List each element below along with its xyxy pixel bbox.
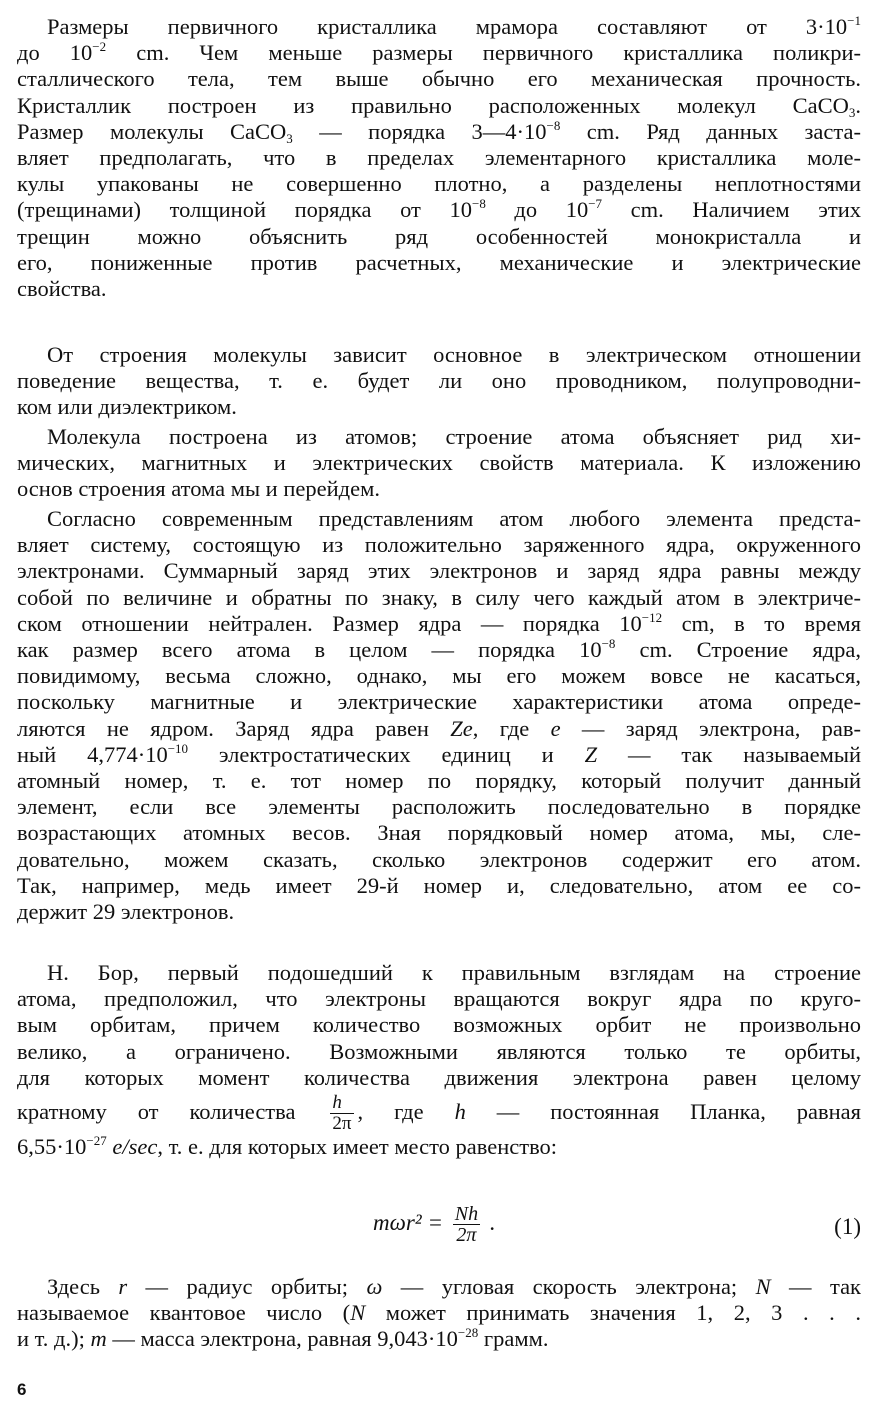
text-line: вляет предполагать, что в пределах элементарного кристаллика моле- <box>17 145 861 171</box>
text-line: вляет систему, состоящую из положительно заряженного ядра, окруженного <box>17 532 861 558</box>
equation-lhs: mωr² <box>373 1209 422 1235</box>
equation-fraction <box>453 1204 480 1245</box>
text-line: трещин можно объяснить ряд особенностей монокристалла и <box>17 223 861 249</box>
text-line: кратному от количества $\frac{h}{2\pi}$ , где h — постоянная Планка, равная <box>17 1092 862 1135</box>
text-line: и т. д.); m — масса электрона, равная $9,043\cdot 10^{-28}$ грамм. <box>17 1325 549 1352</box>
text-line: вым орбитам, причем количество возможных орбит не произвольно <box>17 1012 861 1038</box>
text-line: мических, магнитных и электрических свойств материала. К изложению <box>17 450 861 476</box>
text-line: велико, а ограничено. Возможными являются только те орбиты, <box>17 1038 861 1064</box>
text-line: собой по величине и обратны по знаку, в силу чего каждый атом в электриче- <box>17 584 861 610</box>
text-line: (трещинами) толщиной порядка от $10^{-8}$ до $10^{-7}$ cm. Наличием этих <box>17 196 861 223</box>
text-line: Согласно современным представлениям атом любого элемента предста- <box>47 506 861 531</box>
text-line: Размер молекулы CaCO$_3$ — порядка $3—4\cdot 10^{-8}$ cm. Ряд данных заста- <box>17 117 861 146</box>
text-line: Молекула построена из атомов; строение атома объясняет рид хи- <box>47 424 861 449</box>
text-line: Кристаллик построен из правильно расположенных молекул CaCO$_3$. <box>17 92 861 120</box>
page-number: 6 <box>17 1380 27 1399</box>
text-line: ный $4,774\cdot 10^{-10}$ электростатических единиц и Z — так называемый <box>17 740 861 767</box>
equation-number: (1) <box>834 1214 861 1239</box>
paragraph-bohr <box>17 960 861 1161</box>
text-line: электронами. Суммарный заряд этих электронов и заряд ядра равны между <box>17 558 861 584</box>
text-line: атомный номер, т. е. тот номер по порядку, который получит данный <box>17 768 861 794</box>
equation-numerator: Nh <box>454 1203 479 1225</box>
text-line: ском отношении нейтрален. Размер ядра — порядка $10^{-12}$ cm, в то время <box>17 609 861 636</box>
text-line: Здесь r — радиус орбиты; ω — угловая скорость электрона; N — так <box>47 1274 861 1299</box>
text-line: до $10^{-2}$ cm. Чем меньше размеры первичного кристаллика поликри- <box>17 39 862 66</box>
text-line: возрастающих атомных весов. Зная порядковый номер атома, мы, сле- <box>17 820 861 846</box>
text-line: поведение вещества, т. е. будет ли оно проводником, полупроводни- <box>17 368 861 394</box>
paragraph-atoms <box>17 424 861 503</box>
text-line: ком или диэлектриком. <box>17 394 237 420</box>
text-line: свойства. <box>17 276 107 302</box>
text-line: Н. Бор, первый подошедший к правильным взглядам на строение <box>47 960 861 985</box>
text-line: элемент, если все элементы расположить последовательно в порядке <box>17 794 861 820</box>
text-line: От строения молекулы зависит основное в электрическом отношении <box>47 342 861 367</box>
text-line: называемое квантовое число (N может принимать значения 1, 2, 3 . . . <box>17 1300 861 1326</box>
text-line: основ строения атома мы и перейдем. <box>17 476 380 502</box>
text-line: сталлического тела, тем выше обычно его механическая прочность. <box>17 66 861 92</box>
paragraph-marble-crystals <box>17 14 861 302</box>
equation-denominator: 2π <box>456 1224 477 1246</box>
equation-1 <box>17 1198 861 1250</box>
text-line: повидимому, весьма сложно, однако, мы его можем вовсе не касаться, <box>17 663 861 689</box>
equation-body: mωr² = $\frac{Nh}{2\pi}$ . <box>373 1203 496 1246</box>
text-line: поскольку магнитные и электрические характеристики атома опреде- <box>17 689 861 715</box>
text-line: Размеры первичного кристаллика мрамора составляют от $3\cdot 10^{-1}$ <box>47 13 861 39</box>
text-line: ляются не ядром. Заряд ядра равен Ze, где e — заряд электрона, рав- <box>17 715 862 741</box>
text-line: как размер всего атома в целом — порядка $10^{-8}$ cm. Строение ядра, <box>17 636 862 663</box>
text-line: довательно, можем сказать, сколько электронов содержит его атом. <box>17 846 861 872</box>
text-line: атома, предположил, что электроны вращаются вокруг ядра по круго- <box>17 986 861 1012</box>
text-line: кулы упакованы не совершенно плотно, а разделены неплотностями <box>17 171 861 197</box>
paragraph-atom-model <box>17 506 861 925</box>
paragraph-orbit-variables <box>17 1274 861 1353</box>
text-line: для которых момент количества движения электрона равен целому <box>17 1064 861 1090</box>
paragraph-molecule-structure <box>17 342 861 421</box>
text-line: $6,55\cdot 10^{-27}$ e/sec, т. е. для которых имеет место равенство: <box>17 1133 558 1160</box>
text-line: держит 29 электронов. <box>17 899 235 925</box>
text-line: Так, например, медь имеет 29-й номер и, следовательно, атом ее со- <box>17 872 861 898</box>
text-line: его, пониженные против расчетных, механические и электрические <box>17 249 861 275</box>
